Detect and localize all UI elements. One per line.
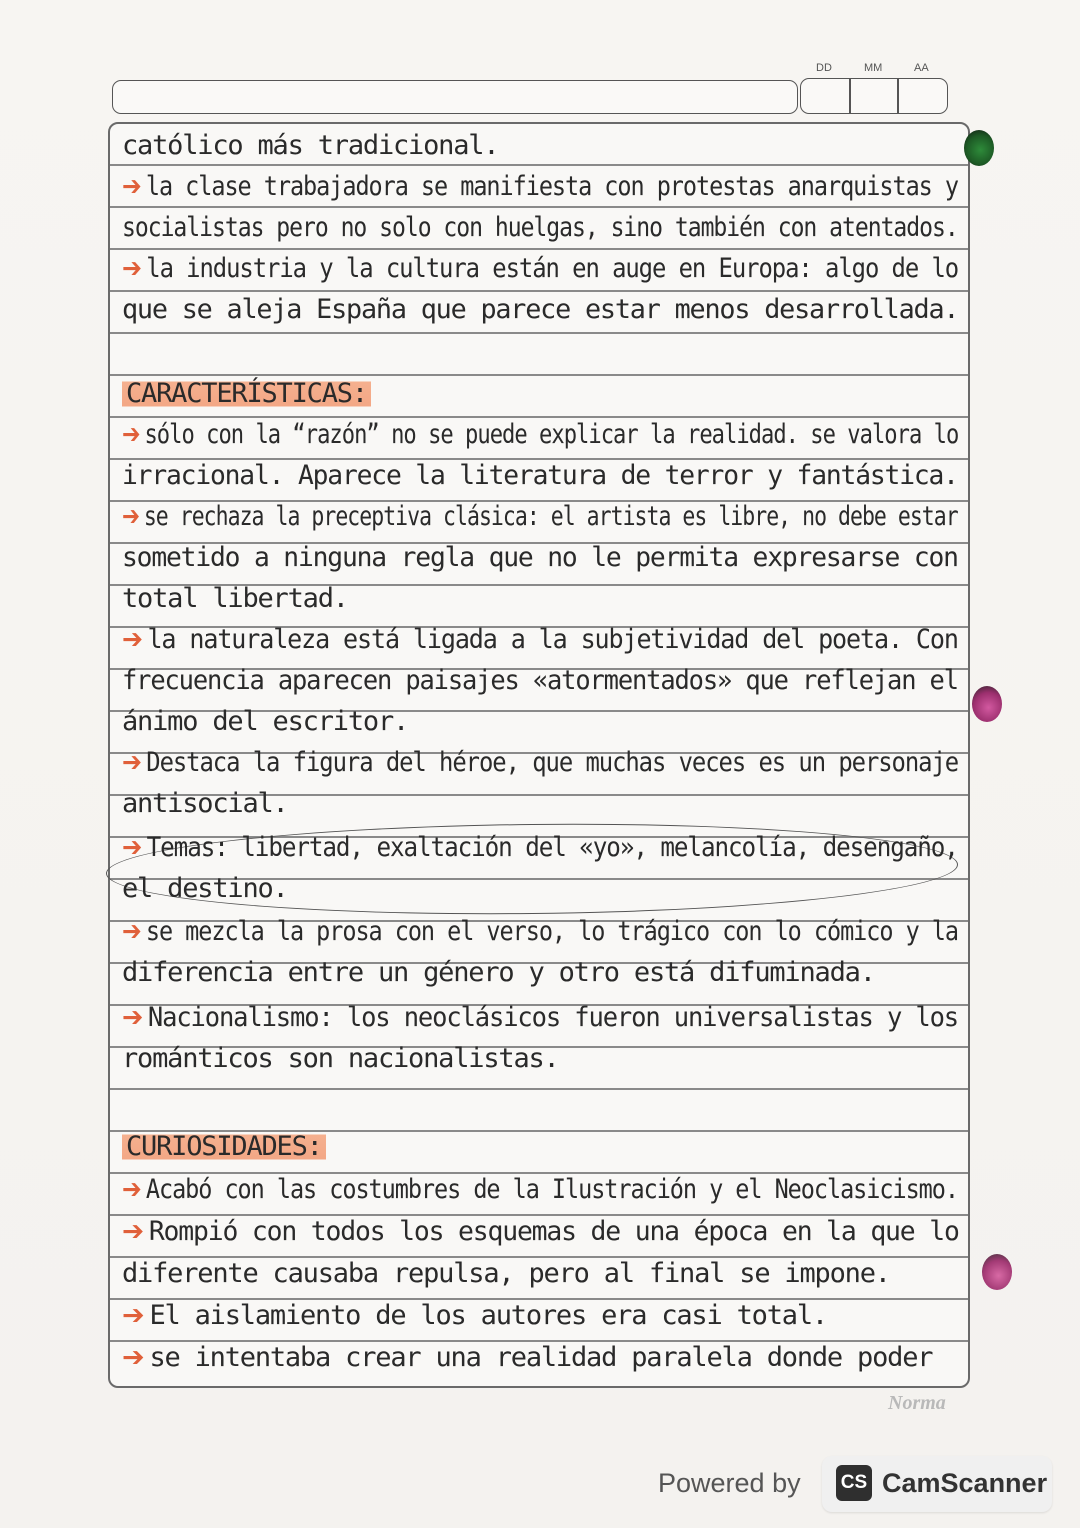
note-line: el destino. bbox=[122, 873, 288, 904]
date-field bbox=[800, 78, 948, 114]
title-field bbox=[112, 80, 798, 114]
note-line: ➔ la naturaleza está ligada a la subjetividad del poeta. Con bbox=[122, 624, 958, 655]
camscanner-badge[interactable] bbox=[822, 1456, 1052, 1512]
date-label-year: AA bbox=[914, 62, 929, 74]
camscanner-name: CamScanner bbox=[882, 1468, 1048, 1498]
section-heading-curiosities: CURIOSIDADES: bbox=[122, 1127, 326, 1167]
note-line: ➔ El aislamiento de los autores era casi total. bbox=[122, 1300, 827, 1331]
notebook-brand-logo: Norma bbox=[888, 1392, 946, 1414]
arrow-icon: ➔ bbox=[122, 916, 141, 947]
camscanner-icon: CS bbox=[836, 1465, 872, 1501]
note-line: ➔ sólo con la “razón” no se puede explicar la realidad. se valora lo bbox=[122, 419, 959, 450]
arrow-icon: ➔ bbox=[122, 832, 142, 863]
arrow-icon: ➔ bbox=[122, 1342, 144, 1373]
note-line: frecuencia aparecen paisajes «atormentados» que reflejan el bbox=[122, 665, 958, 696]
arrow-icon: ➔ bbox=[122, 747, 141, 778]
date-label-day: DD bbox=[816, 62, 832, 74]
arrow-icon: ➔ bbox=[122, 1174, 141, 1205]
date-label-month: MM bbox=[864, 62, 883, 74]
note-line: que se aleja España que parece estar menos desarrollada. bbox=[122, 294, 959, 325]
arrow-icon: ➔ bbox=[122, 419, 140, 450]
note-line: socialistas pero no solo con huelgas, sino también con atentados. bbox=[122, 212, 958, 243]
note-line: ➔ Temas: libertad, exaltación del «yo», melancolía, desengaño, bbox=[122, 832, 958, 863]
date-labels bbox=[808, 62, 948, 78]
note-line: sometido a ninguna regla que no le permita expresarse con bbox=[122, 542, 958, 573]
note-line: total libertad. bbox=[122, 583, 348, 614]
section-heading-characteristics: CARACTERÍSTICAS: bbox=[122, 374, 371, 414]
note-line: católico más tradicional. bbox=[122, 130, 499, 161]
arrow-icon: ➔ bbox=[122, 624, 142, 655]
note-line: irracional. Aparece la literatura de terror y fantástica. bbox=[122, 460, 958, 491]
arrow-icon: ➔ bbox=[122, 1300, 144, 1331]
note-line: románticos son nacionalistas. bbox=[122, 1043, 559, 1074]
note-line: ➔ la industria y la cultura están en auge en Europa: algo de lo bbox=[122, 253, 959, 284]
note-line: antisocial. bbox=[122, 788, 288, 819]
note-line: ánimo del escritor. bbox=[122, 706, 409, 737]
note-line: diferencia entre un género y otro está difuminada. bbox=[122, 957, 875, 988]
note-line: ➔ Acabó con las costumbres de la Ilustración y el Neoclasicismo. bbox=[122, 1174, 958, 1205]
arrow-icon: ➔ bbox=[122, 1216, 143, 1247]
arrow-icon: ➔ bbox=[122, 171, 141, 202]
note-line: ➔ se intentaba crear una realidad paralela donde poder bbox=[122, 1342, 933, 1373]
arrow-icon: ➔ bbox=[122, 501, 140, 532]
note-line: ➔ Nacionalismo: los neoclásicos fueron universalistas y los bbox=[122, 1002, 959, 1033]
note-line: diferente causaba repulsa, pero al final se impone. bbox=[122, 1258, 890, 1289]
powered-by-label: Powered by bbox=[658, 1468, 801, 1498]
note-line: ➔ se rechaza la preceptiva clásica: el artista es libre, no debe estar bbox=[122, 501, 958, 532]
binder-hole-icon bbox=[964, 130, 994, 166]
note-line: ➔ Rompió con todos los esquemas de una época en la que lo bbox=[122, 1216, 959, 1247]
arrow-icon: ➔ bbox=[122, 1002, 143, 1033]
note-line: ➔ se mezcla la prosa con el verso, lo trágico con lo cómico y la bbox=[122, 916, 958, 947]
note-line: ➔ la clase trabajadora se manifiesta con protestas anarquistas y bbox=[122, 171, 958, 202]
binder-hole-icon bbox=[982, 1254, 1012, 1290]
note-line: ➔ Destaca la figura del héroe, que muchas veces es un personaje bbox=[122, 747, 959, 778]
binder-hole-icon bbox=[972, 686, 1002, 722]
arrow-icon: ➔ bbox=[122, 253, 141, 284]
